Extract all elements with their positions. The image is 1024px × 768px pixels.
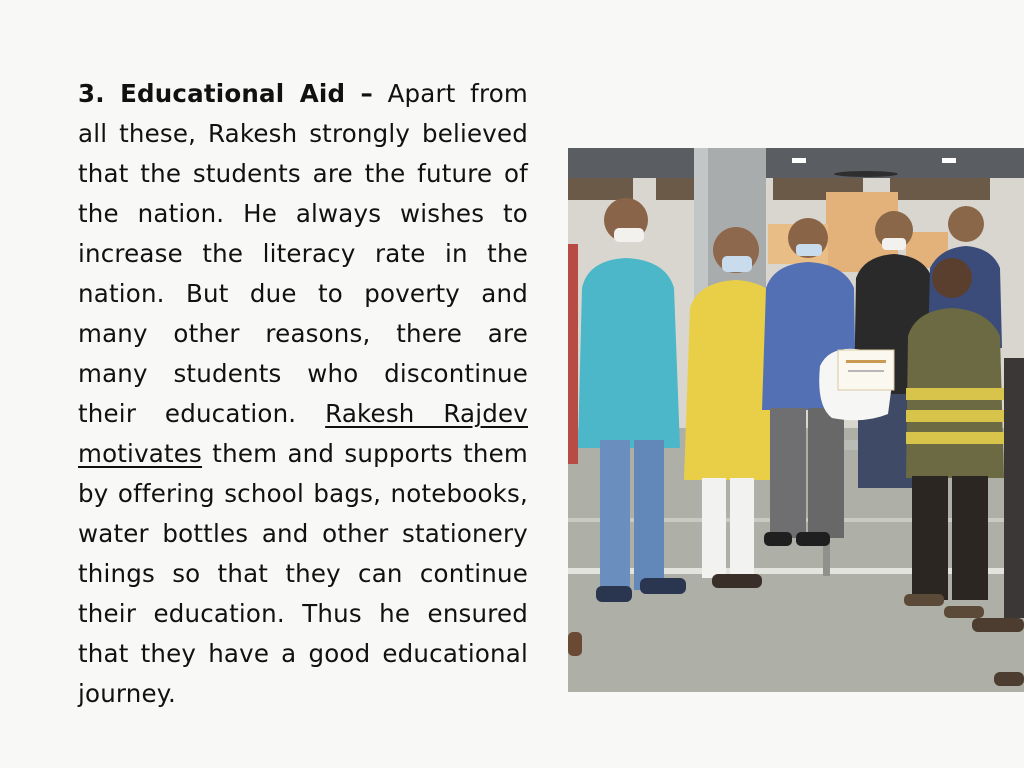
person-2-right-leg [730,478,754,578]
person-5-head [948,206,984,242]
person-4-mask [882,238,906,250]
section-heading: 3. Educational Aid – [78,79,373,108]
person-3-left-leg [770,408,806,538]
person-1-right-leg [634,440,664,590]
wall-frames-mid [656,178,696,200]
person-3-right-shoe [796,532,830,546]
edge-figure-sandal-lower [994,672,1024,686]
person-2-left-leg [702,478,726,578]
person-2-sandals [712,574,762,588]
person-6-right-sandal [944,606,984,618]
person-1-mask [614,228,644,242]
person-6-left-leg [912,476,948,600]
person-6-left-sandal [904,594,944,606]
edge-figure-sandal [972,618,1024,632]
person-3-mask [796,244,822,256]
edge-figure-right [1004,358,1024,618]
person-6-stripe-2 [906,410,1004,422]
person-3-right-leg [808,408,844,538]
person-6-head [932,258,972,298]
person-1-left-shoe [596,586,632,602]
certificate-title-line [846,360,886,363]
rakesh-rajdev-link[interactable]: Rakesh Rajdev motivates [78,399,528,468]
person-1-left-leg [600,440,630,590]
event-photo-illustration [568,148,1024,692]
ceiling-light-2 [942,158,956,163]
edge-figure-left-shoe [568,632,582,656]
paragraph-text-after-link: them and supports them by offering school bags, notebooks, water bottles and other stationery things so that they can continue their education. Thus he ensured that they have a good educational journey. [78,439,528,708]
person-1-shirt [578,258,680,448]
certificate-text-line [848,370,884,372]
event-photo [568,148,1024,692]
person-3-left-shoe [764,532,792,546]
wall-frames-right [890,178,990,200]
edge-figure-left [568,244,578,464]
ceiling-fan [834,171,898,177]
ceiling-light-1 [792,158,806,163]
person-2-mask [722,256,752,272]
person-6-right-leg [952,476,988,600]
person-6-stripe-3 [906,432,1004,444]
person-6-stripe-1 [906,388,1004,400]
educational-aid-paragraph [78,74,528,714]
person-1-right-shoe [640,578,686,594]
paragraph-text-before-link: Apart from all these, Rakesh strongly believed that the students are the future of the nation. He always wishes to increase the literacy rate in the nation. But due to poverty and many other reasons, there are many students who discontinue their education. [78,79,528,428]
wall-frames-left [568,178,633,200]
